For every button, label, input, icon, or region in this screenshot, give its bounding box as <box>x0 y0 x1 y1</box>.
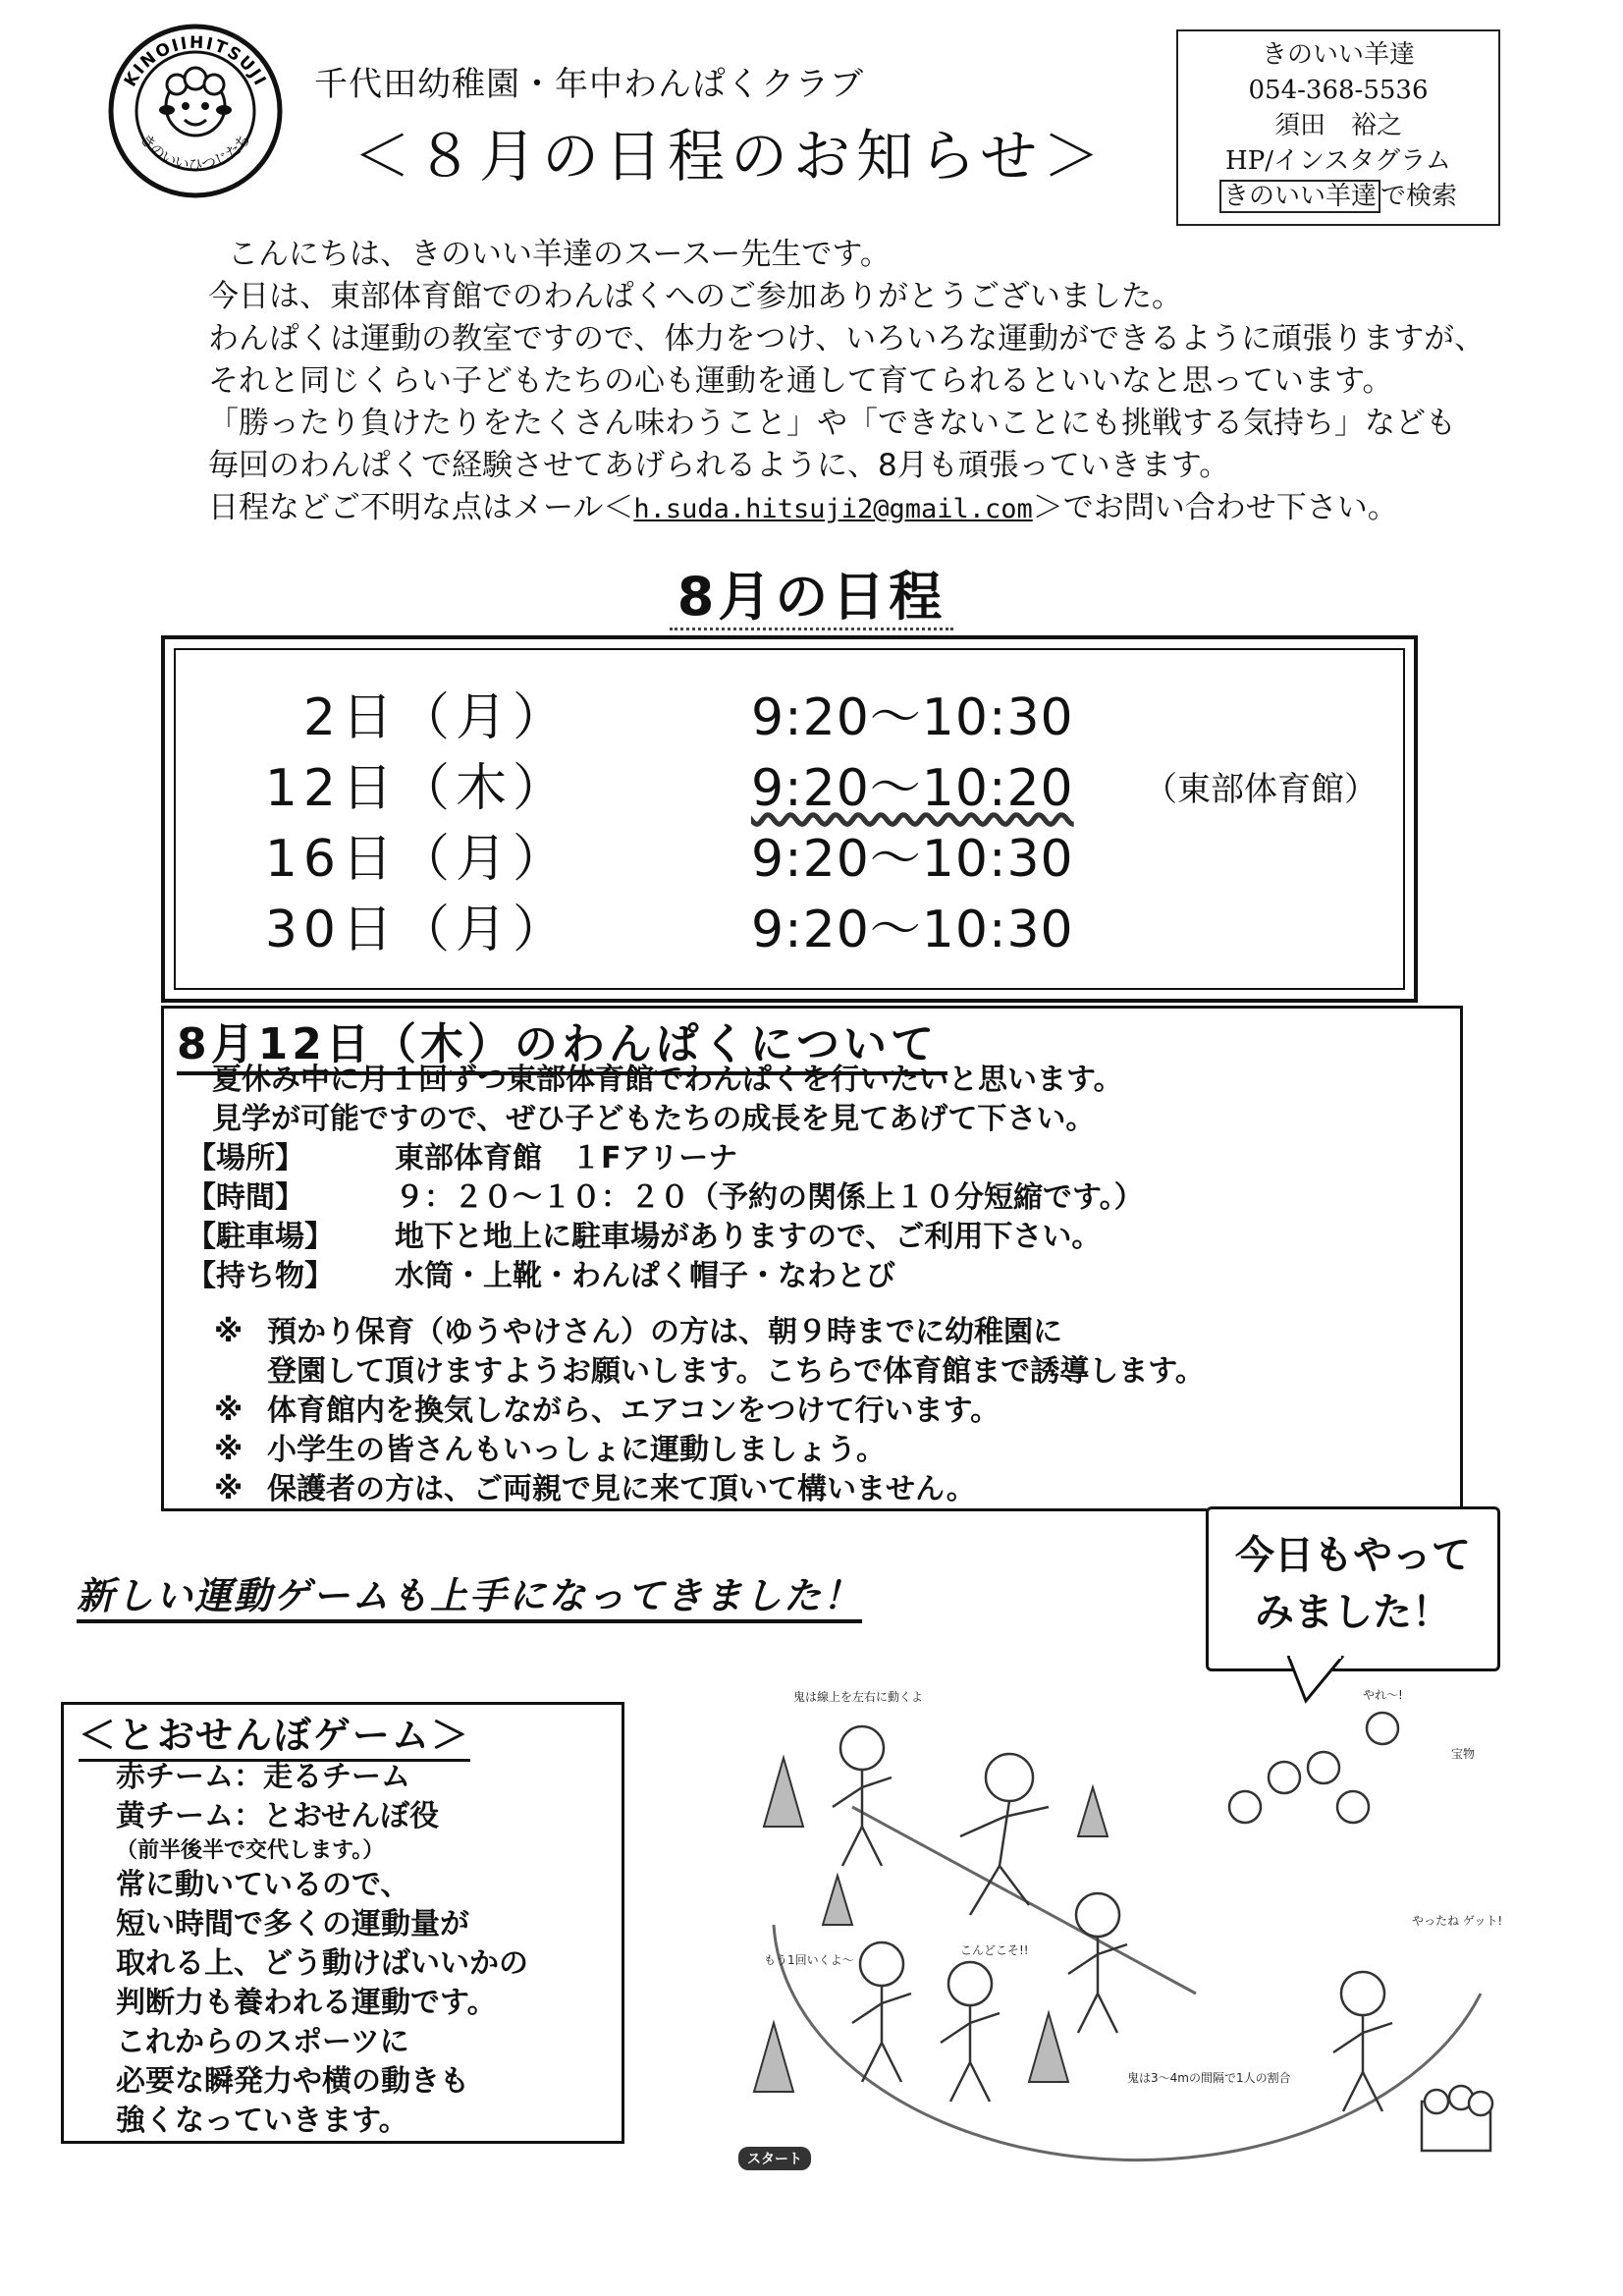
logo-text-bottom: きのいいひつじたち <box>136 130 254 174</box>
note-item <box>214 1431 1205 1470</box>
note-mark-spacer <box>214 1352 267 1392</box>
intro-line: 今日は、東部体育館でのわんぱくへのご参加ありがとうございました。 <box>208 279 1182 314</box>
schedule-time: 9:20〜10:30 <box>751 830 1074 889</box>
note-mark: ※ <box>214 1394 243 1428</box>
note-mark: ※ <box>214 1433 243 1467</box>
info-value: 東部体育館 １Fアリーナ <box>395 1141 738 1175</box>
info-value: 地下と地上に駐車場がありますので、ご利用下さい。 <box>395 1220 1102 1254</box>
game-illustration <box>734 1669 1540 2180</box>
search-keyword: きのいい羊達 <box>1219 180 1380 213</box>
illust-caption: もう1回いくよ〜 <box>764 1953 854 1967</box>
intro-contact-pre: 日程などご不明な点はメール＜ <box>208 490 634 525</box>
illust-caption: 鬼は線上を左右に動くよ <box>793 1690 924 1704</box>
note-text: 保護者の方は、ご両親で見に来て頂いて構いません。 <box>267 1472 976 1506</box>
game-desc-line: 必要な瞬発力や横の動きも <box>116 2064 469 2099</box>
start-label: スタート <box>747 2152 802 2167</box>
cone-icons <box>754 1758 1108 2092</box>
intro-line: わんぱくは運動の教室ですので、体力をつけ、いろいろな運動ができるように頑張りますが、 <box>208 321 1486 356</box>
schedule-row <box>0 888 1623 957</box>
schedule-day: 30日（月） <box>264 901 569 959</box>
illust-caption: 宝物 <box>1451 1747 1476 1761</box>
page-title: ＜８月の日程のお知らせ＞ <box>353 123 1107 190</box>
note-item <box>214 1313 1205 1352</box>
game-desc-line: 常に動いているので、 <box>116 1868 410 1902</box>
note-mark: ※ <box>214 1472 243 1506</box>
bubble-line: みました！ <box>1255 1590 1451 1635</box>
contact-name: きのいい羊達 <box>1261 40 1415 70</box>
info-row-place <box>187 1139 1144 1178</box>
note-text: 小学生の皆さんもいっしょに運動しましょう。 <box>267 1433 886 1467</box>
schedule-row <box>0 746 1623 818</box>
contact-box <box>1176 29 1500 226</box>
illust-caption: こんどこそ!! <box>960 1943 1029 1957</box>
note-item <box>214 1392 1205 1431</box>
intro-text <box>208 234 1486 530</box>
info-lead: 夏休み中に月１回ずつ東部体育館でわんぱくを行いたいと思います。 <box>212 1063 1123 1097</box>
ball-basket-icon <box>1422 2086 1492 2151</box>
event-info-heading: 8月12日（木）のわんぱくについて <box>177 1009 947 1075</box>
info-lead: 見学が可能ですので、ぜひ子どもたちの成長を見てあげて下さい。 <box>212 1102 1096 1136</box>
intro-line: こんにちは、きのいい羊達のスースー先生です。 <box>228 237 891 272</box>
game-desc-line: 取れる上、どう動けばいいかの <box>116 1946 528 1981</box>
schedule-row <box>0 817 1623 889</box>
club-logo <box>106 22 285 200</box>
event-info-details <box>187 1061 1144 1296</box>
bubble-line: 今日もやって <box>1235 1533 1471 1578</box>
note-item <box>214 1470 1205 1509</box>
game-desc-line: 短い時間で多くの運動量が <box>116 1907 469 1941</box>
schedule-day: 16日（月） <box>264 830 569 889</box>
contact-person: 須田 裕之 <box>1273 111 1402 140</box>
game-desc-line: 判断力も養われる運動です。 <box>116 1986 497 2020</box>
schedule-day: 2日（月） <box>302 688 569 747</box>
schedule-time: 9:20〜10:20 <box>751 759 1074 818</box>
game-description <box>116 1758 528 2141</box>
logo-text-top: KINOIIHITSUJI <box>120 32 271 90</box>
info-label: 【場所】 <box>187 1141 304 1175</box>
note-item <box>214 1352 1205 1392</box>
contact-phone: 054-368-5536 <box>1248 76 1429 105</box>
note-text: 登園して頂けますようお願いします。こちらで体育館まで誘導します。 <box>267 1354 1205 1389</box>
schedule-title-text: 8月の日程 <box>670 566 954 630</box>
schedule-row <box>0 676 1623 747</box>
contact-search <box>1178 179 1498 214</box>
game-desc-line: これからのスポーツに <box>116 2025 409 2059</box>
contact-hp: HP/インスタグラム <box>1225 146 1451 176</box>
schedule-day: 12日（木） <box>264 759 569 818</box>
note-text: 預かり保育（ゆうやけさん）の方は、朝９時までに幼稚園に <box>267 1315 1062 1349</box>
running-children-icons <box>833 1713 1398 2111</box>
info-label: 【駐車場】 <box>187 1220 334 1254</box>
email-link[interactable]: h.suda.hitsuji2@gmail.com <box>633 494 1033 524</box>
game-headline: 新しい運動ゲームも上手になってきました！ <box>77 1565 862 1623</box>
info-row-items <box>187 1257 1144 1296</box>
illust-caption: やれ〜! <box>1363 1688 1403 1702</box>
event-notes <box>214 1313 1205 1509</box>
intro-line: 「勝ったり負けたりをたくさん味わうこと」や「できないことにも挑戦する気持ち」なども <box>208 406 1456 441</box>
illust-caption: やったね ゲット! <box>1412 1914 1503 1928</box>
schedule-time: 9:20〜10:30 <box>751 901 1074 959</box>
schedule-time: 9:20〜10:30 <box>751 688 1074 747</box>
game-title: ＜とおせんぼゲーム＞ <box>79 1705 470 1762</box>
info-label: 【持ち物】 <box>187 1259 334 1293</box>
game-yellow-team: 黄チーム：とおせんぼ役 <box>116 1799 440 1833</box>
game-red-team: 赤チーム：走るチーム <box>116 1760 410 1794</box>
info-value: ９：２０〜１０：２０（予約の関係上１０分短縮です。） <box>395 1180 1144 1215</box>
info-label: 【時間】 <box>187 1180 304 1215</box>
game-swap-note: （前半後半で交代します。） <box>116 1838 385 1863</box>
intro-line <box>208 487 1435 530</box>
organization-name: 千代田幼稚園・年中わんぱくクラブ <box>314 65 864 104</box>
schedule-title <box>0 555 1623 630</box>
info-value: 水筒・上靴・わんぱく帽子・なわとび <box>395 1259 895 1293</box>
intro-line: 毎回のわんぱくで経験させてあげられるように、8月も頑張っていきます。 <box>208 448 1230 483</box>
game-desc-line: 強くなっていきます。 <box>116 2104 408 2138</box>
illust-caption: 鬼は3〜4mの間隔で1人の割合 <box>1127 2071 1291 2085</box>
intro-contact-post: ＞でお問い合わせ下さい。 <box>1032 490 1398 525</box>
info-row-parking <box>187 1218 1144 1257</box>
intro-line: それと同じくらい子どもたちの心も運動を通して育てられるといいなと思っています。 <box>208 363 1393 399</box>
note-mark: ※ <box>214 1315 243 1349</box>
speech-bubble <box>1206 1506 1500 1671</box>
search-suffix: で検索 <box>1380 182 1458 211</box>
info-row-time <box>187 1178 1144 1218</box>
schedule-venue-note: （東部体育館） <box>1144 770 1378 809</box>
note-text: 体育館内を換気しながら、エアコンをつけて行います。 <box>267 1394 1001 1428</box>
